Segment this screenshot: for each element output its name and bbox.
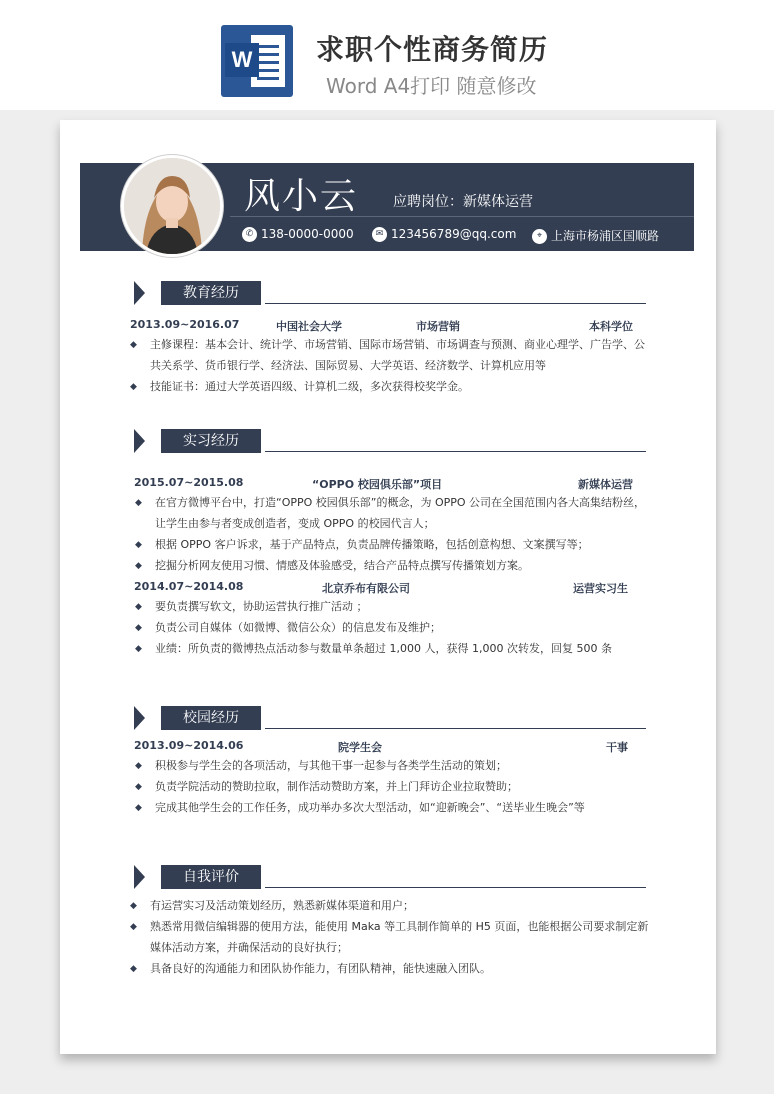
list-item: ◆ 积极参与学生会的各项活动，与其他干事一起参与各类学生活动的策划；: [135, 759, 507, 772]
list-item: ◆ 熟悉常用微信编辑器的使用方法，能使用 Maka 等工具制作简单的 H5 页面，也能根据公司要求制定新: [130, 920, 649, 933]
job2-org: 北京乔布有限公司: [322, 582, 410, 595]
candidate-name: 风小云: [244, 176, 359, 217]
promo-header: [0, 0, 774, 110]
list-item: ◆ 主修课程：基本会计、统计学、市场营销、国际市场营销、市场调查与预测、商业心理学、广告学、公: [130, 338, 645, 351]
list-item: ◆ 挖掘分析网友使用习惯、情感及体验感受，结合产品特点撰写传播策划方案。: [135, 559, 529, 572]
list-item: ◆ 负责学院活动的赞助拉取，制作活动赞助方案，并上门拜访企业拉取赞助；: [135, 780, 518, 793]
list-item: ◆ 负责公司自媒体（如微博、微信公众）的信息发布及维护；: [135, 621, 441, 634]
list-item: ◆ 在官方微博平台中，打造“OPPO 校园俱乐部”的概念，为 OPPO 公司在全国范围内各大高集结粉丝，: [135, 496, 646, 509]
job2-role: 运营实习生: [573, 582, 628, 595]
list-item: 媒体活动方案，并确保活动的良好执行；: [150, 941, 348, 954]
job-target: 应聘岗位：新媒体运营: [393, 194, 533, 210]
word-icon: [221, 25, 293, 97]
section-internship-title: 实习经历: [161, 429, 261, 453]
list-item: 共关系学、货币银行学、经济法、国际贸易、大学英语、经济数学、计算机应用等: [150, 359, 546, 372]
list-item: ◆ 具备良好的沟通能力和团队协作能力，有团队精神，能快速融入团队。: [130, 962, 491, 975]
campus-org: 院学生会: [338, 741, 382, 754]
campus-role: 干事: [606, 741, 628, 754]
section-campus-header: [134, 706, 646, 730]
phone-icon: ✆: [242, 227, 257, 242]
education-degree: 本科学位: [589, 320, 633, 333]
section-self-header: [134, 865, 646, 889]
avatar: [121, 155, 223, 257]
job1-role: 新媒体运营: [578, 478, 633, 491]
list-item: ◆ 有运营实习及活动策划经历，熟悉新媒体渠道和用户；: [130, 899, 414, 912]
word-letter: W: [225, 43, 259, 77]
email-text: 123456789@qq.com: [391, 227, 517, 241]
address-item: [532, 227, 659, 244]
job1-date: 2015.07~2015.08: [134, 476, 244, 489]
section-internship-header: [134, 429, 646, 453]
campus-date: 2013.09~2014.06: [134, 739, 244, 752]
section-education-header: [134, 281, 646, 305]
list-item: ◆ 技能证书：通过大学英语四级、计算机二级，多次获得校奖学金。: [130, 380, 469, 393]
section-education-title: 教育经历: [161, 281, 261, 305]
promo-subtitle: Word A4打印 随意修改: [326, 74, 537, 98]
address-text: 上海市杨浦区国顺路: [551, 229, 660, 243]
education-org: 中国社会大学: [276, 320, 342, 333]
education-major: 市场营销: [416, 320, 460, 333]
section-self-title: 自我评价: [161, 865, 261, 889]
location-icon: ⌖: [532, 229, 547, 244]
phone-item: [242, 227, 354, 242]
list-item: ◆ 完成其他学生会的工作任务，成功举办多次大型活动，如“迎新晚会”、“送毕业生晚会”等: [135, 801, 585, 814]
email-icon: ✉: [372, 227, 387, 242]
job1-org: “OPPO 校园俱乐部”项目: [312, 478, 443, 491]
job2-date: 2014.07~2014.08: [134, 580, 244, 593]
education-date: 2013.09~2016.07: [130, 318, 240, 331]
list-item: 让学生由参与者变成创造者，变成 OPPO 的校园代言人；: [155, 517, 435, 530]
list-item: ◆ 业绩：所负责的微博热点活动参与数量单条超过 1,000 人，获得 1,000 次转发，回复 500 条: [135, 642, 612, 655]
list-item: ◆ 要负责撰写软文，协助运营执行推广活动 ；: [135, 600, 368, 613]
email-item: [372, 227, 516, 242]
section-campus-title: 校园经历: [161, 706, 261, 730]
promo-title: 求职个性商务简历: [316, 33, 549, 66]
list-item: ◆ 根据 OPPO 客户诉求，基于产品特点，负责品牌传播策略，包括创意构想、文案撰写等；: [135, 538, 589, 551]
phone-text: 138-0000-0000: [261, 227, 354, 241]
